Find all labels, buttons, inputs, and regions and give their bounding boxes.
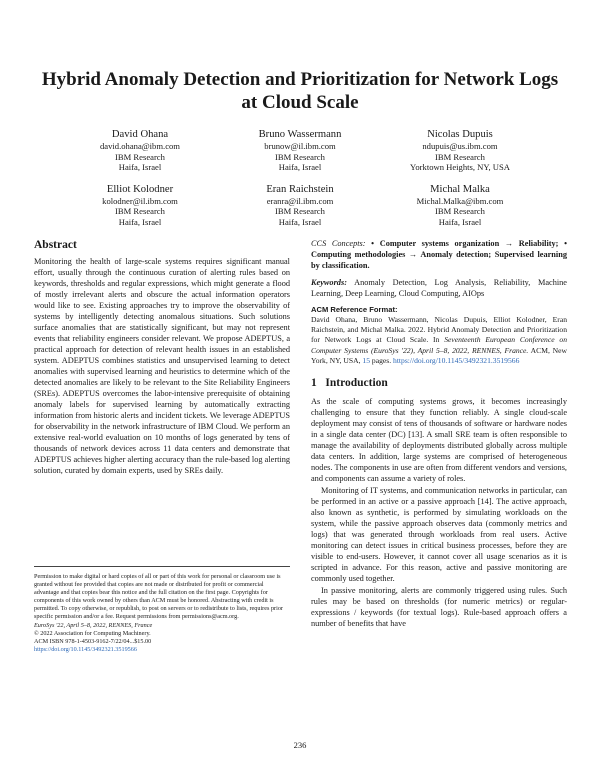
author xyxy=(220,128,380,173)
author-location: Haifa, Israel xyxy=(278,162,322,173)
copyright-line: © 2022 Association for Computing Machinery. xyxy=(34,629,151,637)
author-email: david.ohana@ibm.com xyxy=(100,141,180,151)
author xyxy=(60,183,220,228)
abstract-heading: Abstract xyxy=(34,239,77,251)
permission-text: Permission to make digital or hard copies of all or part of this work for personal or classroom use is granted without fee provided that copies are not made or distributed for profit or commercial advantage and that copies bear this notice and the full citation on the first page. Copyrights for components of this work owned by others than ACM must be honored. Abstracting with credit is permitted. To copy otherwise, or republish, to post on servers or to redistribute to lists, requires prior specific permission and/or a fee. Request permissions from permissions@acm.org. xyxy=(34,573,283,621)
left-column xyxy=(34,238,290,654)
author-email: ndupuis@us.ibm.com xyxy=(422,141,498,151)
abstract-text: Monitoring the health of large-scale systems requires significant manual effort, usually through the continuous curation of alerting rules based on keywords, thresholds and regular expressions, which might generate a flood of mostly irrelevant alerts and obscure the actual information operators would like to see. Existing approaches try to improve the observability of systems by intelligently detecting anomalous situations. Such solutions surface anomalies that are statistically significant, but may not represent events that reliability engineers consider relevant. We propose ADEPTUS, a practical approach for detection of relevant health issues in an established system. ADEPTUS combines statistics and unsupervised learning to detect anomalies with supervised learning and heuristics to determine which of the detected anomalies are likely to be relevant to the Site Reliability Engineers (SREs). ADEPTUS overcomes the labor-intensive prerequisite of obtaining anomaly labels for supervised learning by automatically extracting information from historic alerts and incident tickets. We leverage ADEPTUS for observability in the network infrastructure of IBM Cloud. We perform an extensive real-world evaluation on 10 months of logs generated by tens of thousands of network devices across 11 data centers and demonstrate that ADEPTUS achieves higher alerting accuracy than the rule-based log alerting solution, curated by domain experts, used by SREs daily. xyxy=(34,257,290,475)
intro-paragraph: Monitoring of IT systems, and communication networks in particular, can be performed in an active or a passive approach [14]. The active approach, also known as synthetic, is performed by simulating workloads on the system, while the passive approach observes data (commonly metrics and logs) that was generated through workloads from real users. Active monitoring can detect issues in critical business processes, before they are visible to end-users. However, it cannot cover all usage scenarios as it is scripted in advance. For this reason, active and passive monitoring are commonly used together. xyxy=(311,486,567,584)
author-location: Haifa, Israel xyxy=(118,216,162,227)
intro-paragraph: In passive monitoring, alerts are commonly triggered using rules. Such rules may be based on thresholds (for numeric metrics) or regular-expressions / keywords (for textual logs). Rule-based approach offers a number of benefits that have xyxy=(311,586,567,629)
author-name: Nicolas Dupuis xyxy=(427,129,493,140)
author-location: Yorktown Heights, NY, USA xyxy=(410,162,510,173)
ccs-text: • Computer systems organization → Reliability; • Computing methodologies → Anomaly detection; Supervised learning by classification. xyxy=(311,239,567,270)
reference-venue: Seventeenth European Conference on Computer Systems (EuroSys '22), April 5–8, 2022, RENNES, France. xyxy=(311,335,568,355)
author-block xyxy=(60,128,540,228)
venue-line: EuroSys '22, April 5–8, 2022, RENNES, France xyxy=(34,621,153,629)
author-email: eranra@il.ibm.com xyxy=(266,195,334,206)
keywords-text: Anomaly Detection, Log Analysis, Reliability, Machine Learning, Deep Learning, Cloud Computing, AIOps xyxy=(311,278,567,298)
author-org: IBM Research xyxy=(435,206,485,217)
doi-link[interactable]: https://doi.org/10.1145/3492321.3519566 xyxy=(34,645,137,653)
author-name: Michal Malka xyxy=(430,183,490,195)
author-name: Elliot Kolodner xyxy=(106,183,174,195)
reference-pages-suffix: pages. xyxy=(370,355,394,365)
author-org: IBM Research xyxy=(115,151,165,162)
isbn-line: ACM ISBN 978-1-4503-9162-7/22/04...$15.00 xyxy=(34,637,152,645)
keywords xyxy=(311,277,567,299)
reference-authors: David Ohana, Bruno Wassermann, Nicolas Dupuis, Elliot Kolodner, Eran Raichstein, and Michal Malka. 2022. Hybrid Anomaly Detection and Prioritization for Network Logs at Cloud Scale. In xyxy=(311,315,567,345)
page-number: 236 xyxy=(293,740,307,750)
right-column xyxy=(311,238,567,629)
author xyxy=(380,128,540,173)
author-org: IBM Research xyxy=(435,151,485,162)
author-name: Eran Raichstein xyxy=(266,183,334,195)
author-email: brunow@il.ibm.com xyxy=(264,141,336,151)
author-org: IBM Research xyxy=(275,151,325,162)
author-email: Michal.Malka@ibm.com xyxy=(416,195,504,206)
introduction-heading: 1 Introduction xyxy=(311,377,388,390)
author xyxy=(380,183,540,228)
author xyxy=(60,128,220,173)
author-org: IBM Research xyxy=(115,206,165,217)
ccs-concepts xyxy=(311,238,567,271)
intro-paragraph: As the scale of computing systems grows, it becomes increasingly challenging to ensure that they function reliably. A single cloud-scale deployment may consist of tens of thousands of software or hardware nodes in a single data center (DC) [13]. A small SRE team is often responsible to manage the availability of deployments distributed globally across multiple data centers. In addition, large systems are comprised of heterogeneous nodes. The components in use are often from different vendors and versions, and components can assume a variety of roles. xyxy=(311,397,567,484)
paper-title: Hybrid Anomaly Detection and Prioritization for Network Logs at Cloud Scale xyxy=(41,69,559,113)
author-email: kolodner@il.ibm.com xyxy=(102,195,178,206)
author-location: Haifa, Israel xyxy=(118,162,162,173)
abstract-section xyxy=(34,238,290,556)
author-location: Haifa, Israel xyxy=(278,216,322,227)
reference-doi-link[interactable]: https://doi.org/10.1145/3492321.3519566 xyxy=(393,355,520,365)
author-location: Haifa, Israel xyxy=(438,216,482,227)
reference-format xyxy=(311,315,567,366)
reference-publisher: ACM, New York, NY, USA, xyxy=(311,345,567,365)
author-name: Bruno Wassermann xyxy=(258,129,342,140)
author xyxy=(220,183,380,228)
reference-pages[interactable]: 15 xyxy=(362,355,371,365)
reference-heading: ACM Reference Format: xyxy=(311,305,398,314)
ccs-label: CCS Concepts: xyxy=(311,239,366,248)
author-name: David Ohana xyxy=(111,129,169,140)
permission-footnote xyxy=(34,566,290,654)
author-org: IBM Research xyxy=(275,206,325,217)
keywords-label: Keywords: xyxy=(311,278,347,287)
